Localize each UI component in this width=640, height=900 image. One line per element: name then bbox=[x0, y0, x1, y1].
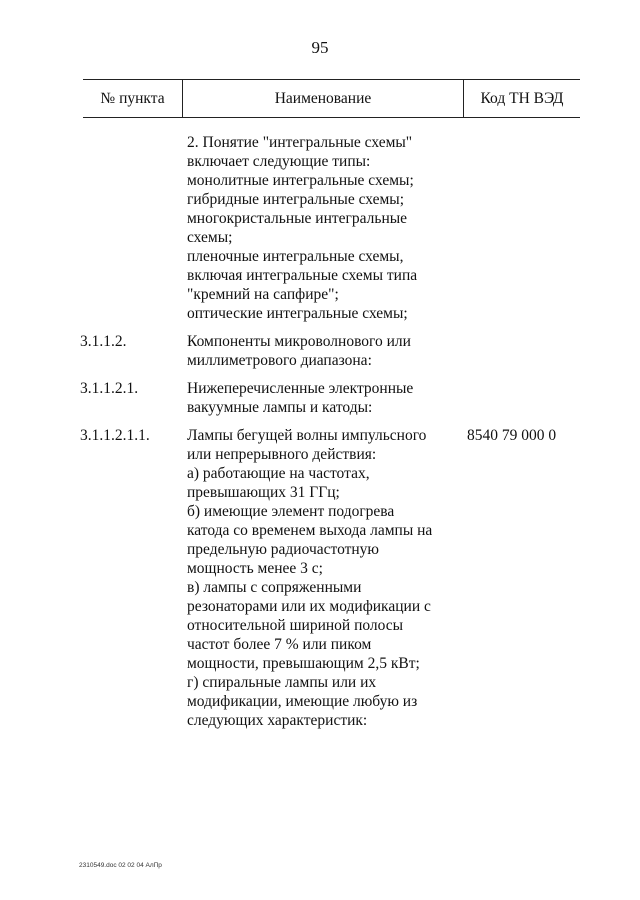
column-header-name: Наименование bbox=[182, 80, 464, 117]
footer-file-reference: 2310549.doc 02 02 04 АлПр bbox=[79, 862, 162, 869]
row-code: 8540 79 000 0 bbox=[467, 427, 557, 444]
row-number: 3.1.1.2. bbox=[80, 333, 127, 350]
row-name: Компоненты микроволнового или миллиметрового диапазона: bbox=[187, 333, 411, 369]
column-header-item-number: № пункта bbox=[100, 90, 165, 107]
column-header-code: Код ТН ВЭД bbox=[480, 90, 564, 107]
page-number: 95 bbox=[311, 38, 329, 57]
row-number: 3.1.1.2.1.1. bbox=[80, 427, 150, 444]
row-name: Нижеперечисленные электронные вакуумные лампы и катоды: bbox=[187, 380, 414, 416]
row-name: Лампы бегущей волны импульсного или непрерывного действия: а) работающие на частотах, превышающих 31 ГГц; б) имеющие элемент подогрева катода со временем выхода лампы на предельную радиочастотную мощность менее 3 с; в) лампы с сопряженными резонаторами или их модификации с относительной шириной полосы частот более 7 % или пиком мощности, превышающим 2,5 кВт; г) спиральные лампы или их модификации, имеющие любую из следующих характеристик: bbox=[187, 427, 433, 729]
table-header bbox=[83, 79, 580, 118]
row-name-definition: 2. Понятие "интегральные схемы" включает следующие типы: монолитные интегральные схемы; гибридные интегральные схемы; многокристальные интегральные схемы; пленочные интегральные схемы, включая интегральные схемы типа "кремний на сапфире"; оптические интегральные схемы; bbox=[187, 134, 418, 322]
row-number: 3.1.1.2.1. bbox=[80, 380, 139, 397]
